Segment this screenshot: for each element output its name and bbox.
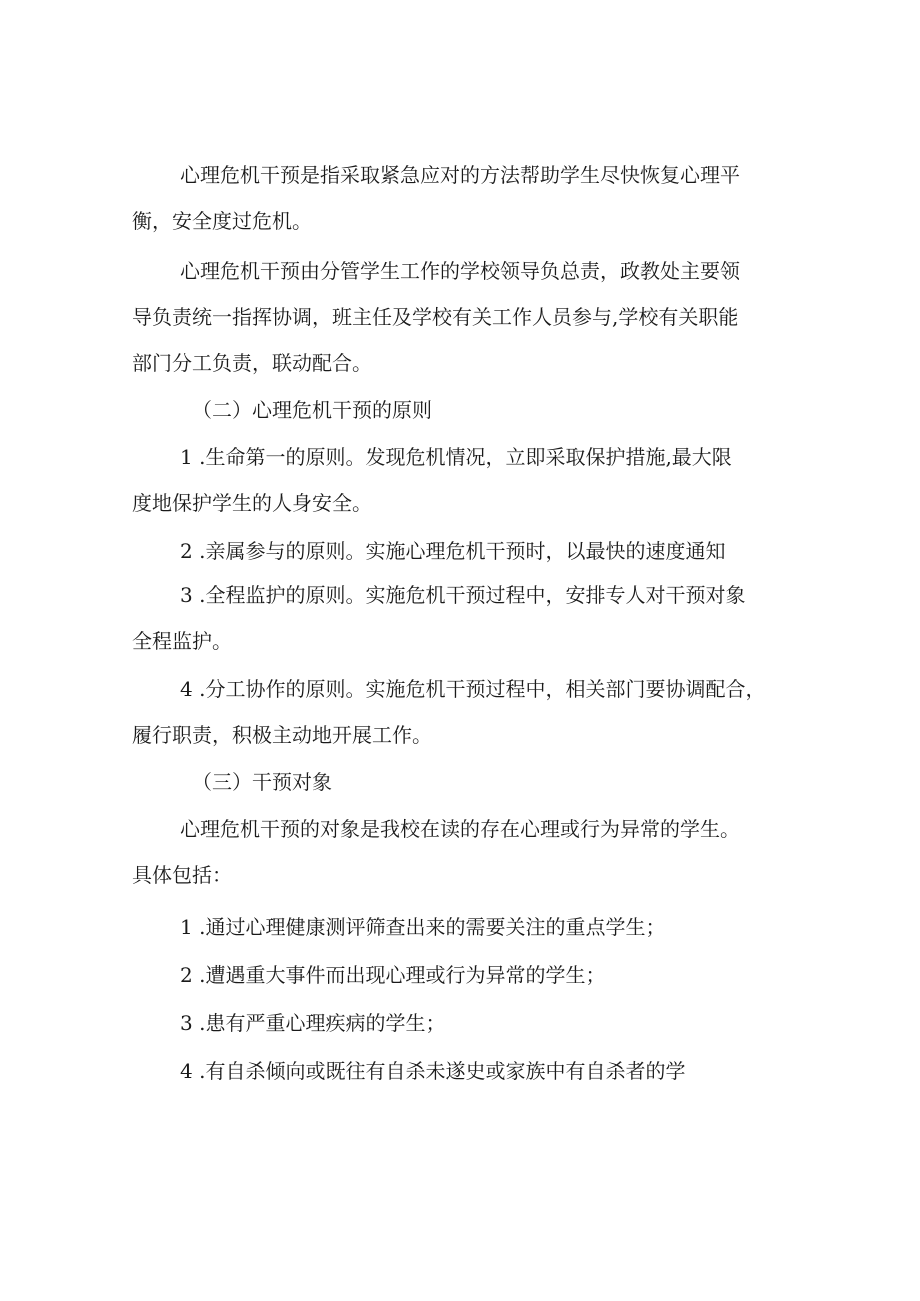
targets-intro-line-2: 具体包括： bbox=[132, 863, 232, 887]
principle-4-line-1: 4 .分工协作的原则。实施危机干预过程中，相关部门要协调配合， bbox=[180, 677, 766, 701]
paragraph-2-line-3: 部门分工负责，联动配合。 bbox=[132, 351, 372, 375]
principle-1-line-2: 度地保护学生的人身安全。 bbox=[132, 491, 372, 515]
paragraph-1-line-2: 衡，安全度过危机。 bbox=[132, 209, 312, 233]
target-item-4: 4 .有自杀倾向或既往有自杀未遂史或家族中有自杀者的学 bbox=[180, 1059, 686, 1083]
paragraph-2-line-1: 心理危机干预由分管学生工作的学校领导负总责，政教处主要领 bbox=[180, 259, 740, 283]
section-3-heading: （三）干预对象 bbox=[192, 770, 332, 794]
principle-3-line-1: 3 .全程监护的原则。实施危机干预过程中，安排专人对干预对象 bbox=[180, 583, 746, 607]
paragraph-2-line-2: 导负责统一指挥协调，班主任及学校有关工作人员参与,学校有关职能 bbox=[132, 305, 739, 329]
target-item-1: 1 .通过心理健康测评筛查出来的需要关注的重点学生； bbox=[180, 915, 666, 939]
principle-1-line-1: 1 .生命第一的原则。发现危机情况，立即采取保护措施,最大限 bbox=[180, 445, 732, 469]
target-item-2: 2 .遭遇重大事件而出现心理或行为异常的学生； bbox=[180, 963, 606, 987]
target-item-3: 3 .患有严重心理疾病的学生； bbox=[180, 1011, 446, 1035]
principle-4-line-2: 履行职责，积极主动地开展工作。 bbox=[132, 723, 432, 747]
principle-2-line-1: 2 .亲属参与的原则。实施心理危机干预时，以最快的速度通知 bbox=[180, 539, 726, 563]
principle-3-line-2: 全程监护。 bbox=[132, 629, 232, 653]
targets-intro-line-1: 心理危机干预的对象是我校在读的存在心理或行为异常的学生。 bbox=[180, 817, 740, 841]
section-2-heading: （二）心理危机干预的原则 bbox=[192, 398, 432, 422]
document-body bbox=[132, 152, 792, 1132]
paragraph-1-line-1: 心理危机干预是指采取紧急应对的方法帮助学生尽快恢复心理平 bbox=[180, 163, 740, 187]
